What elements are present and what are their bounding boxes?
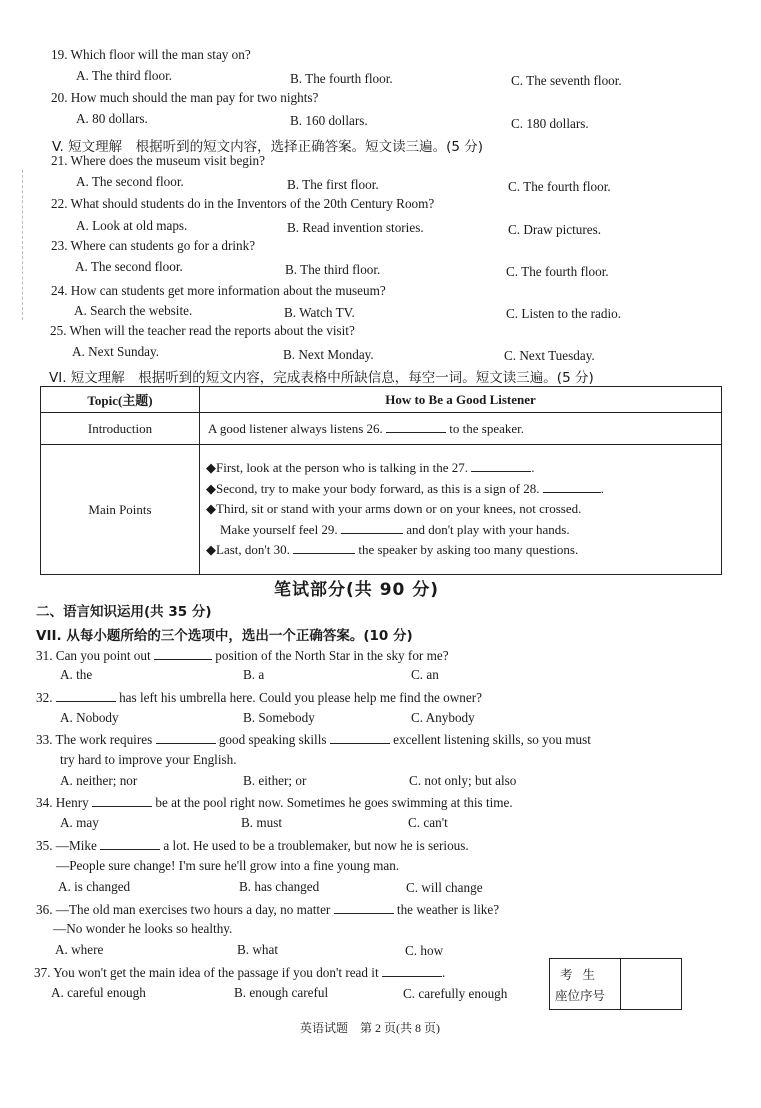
question-36-reply: —No wonder he looks so healthy. [53, 921, 233, 936]
question-36-stem: 36. —The old man exercises two hours a day, no matter the weather is like? [36, 902, 500, 917]
blank-30 [293, 541, 355, 554]
question-37-option-b: B. enough careful [234, 985, 329, 1000]
row-label-main-points: Main Points [41, 445, 200, 575]
question-19-option-a: A. The third floor. [76, 68, 173, 83]
question-36-option-c: C. how [405, 943, 444, 958]
question-22-option-c: C. Draw pictures. [508, 222, 602, 237]
blank-28 [543, 480, 601, 493]
question-23-option-a: A. The second floor. [75, 259, 183, 274]
row-label-introduction: Introduction [41, 413, 200, 445]
question-31-option-b: B. a [243, 667, 265, 682]
question-35-stem: 35. —Mike a lot. He used to be a troublemaker, but now he is serious. [36, 838, 469, 853]
intro-text-start: A good listener always listens 26. [208, 421, 383, 436]
question-36-option-b: B. what [237, 942, 279, 957]
section-6-heading: VI. 短文理解 根据听到的短文内容，完成表格中所缺信息，每空一词。短文读三遍。(5 分) [49, 370, 594, 386]
listener-table [40, 386, 722, 575]
question-21-option-c: C. The fourth floor. [508, 179, 611, 194]
question-35-reply: —People sure change! I'm sure he'll grow into a fine young man. [56, 858, 400, 873]
question-32-option-a: A. Nobody [60, 710, 119, 725]
main-point-4: ◆Last, don't 30. the speaker by asking too many questions. [206, 542, 579, 558]
table-header-title: How to Be a Good Listener [200, 387, 722, 413]
blank-36 [334, 901, 394, 914]
question-23-stem: 23. Where can students go for a drink? [51, 238, 256, 253]
page-footer: 英语试题 第 2 页(共 8 页) [300, 1021, 440, 1035]
question-23-option-b: B. The third floor. [285, 262, 381, 277]
question-20-stem: 20. How much should the man pay for two nights? [51, 90, 319, 105]
question-31-option-c: C. an [411, 667, 439, 682]
question-33-option-a: A. neither; nor [60, 773, 138, 788]
section-5-heading: V. 短文理解 根据听到的短文内容，选择正确答案。短文读三遍。(5 分) [52, 139, 483, 155]
question-36-option-a: A. where [55, 942, 104, 957]
question-33-option-c: C. not only; but also [409, 773, 517, 788]
question-37-stem: 37. You won't get the main idea of the passage if you don't read it . [34, 965, 446, 980]
question-31-option-a: A. the [60, 667, 93, 682]
question-34-option-a: A. may [60, 815, 99, 830]
question-34-option-b: B. must [241, 815, 283, 830]
question-20-option-c: C. 180 dollars. [511, 116, 589, 131]
main-point-3-continued: Make yourself feel 29. and don't play with your hands. [220, 521, 570, 537]
written-part-title: 笔试部分(共 90 分) [274, 580, 440, 600]
blank-29 [341, 521, 403, 534]
main-point-3: ◆Third, sit or stand with your arms down or on your knees, not crossed. [206, 501, 582, 517]
blank-27 [471, 459, 531, 472]
main-point-1: ◆First, look at the person who is talking in the 27. . [206, 460, 535, 476]
question-21-option-b: B. The first floor. [287, 177, 379, 192]
blank-26 [386, 420, 446, 433]
question-32-option-b: B. Somebody [243, 710, 315, 725]
question-33-stem-continued: try hard to improve your English. [60, 752, 237, 767]
question-35-option-c: C. will change [406, 880, 483, 895]
question-22-option-b: B. Read invention stories. [287, 220, 424, 235]
question-24-stem: 24. How can students get more information about the museum? [51, 283, 386, 298]
question-37-option-a: A. careful enough [51, 985, 146, 1000]
main-point-2: ◆Second, try to make your body forward, as this is a sign of 28. . [206, 480, 604, 496]
question-25-option-a: A. Next Sunday. [72, 344, 160, 359]
blank-33b [330, 731, 390, 744]
question-34-option-c: C. can't [408, 815, 448, 830]
seat-box-label-line2: 座位序号 [555, 988, 606, 1003]
question-25-stem: 25. When will the teacher read the reports about the visit? [50, 323, 355, 338]
part-2-heading: 二、语言知识运用(共 35 分) [36, 604, 212, 620]
question-33-option-b: B. either; or [243, 773, 307, 788]
question-33-stem: 33. The work requires good speaking skills excellent listening skills, so you must [36, 732, 591, 747]
blank-31 [154, 647, 212, 660]
question-22-stem: 22. What should students do in the Inventors of the 20th Century Room? [51, 196, 435, 211]
seat-box-divider [620, 959, 621, 1009]
question-19-stem: 19. Which floor will the man stay on? [51, 47, 251, 62]
question-25-option-b: B. Next Monday. [283, 347, 374, 362]
seat-box-label-line1: 考生 [560, 967, 606, 982]
blank-35 [100, 837, 160, 850]
question-19-option-b: B. The fourth floor. [290, 71, 393, 86]
introduction-cell [200, 413, 722, 445]
question-23-option-c: C. The fourth floor. [506, 264, 609, 279]
question-22-option-a: A. Look at old maps. [76, 218, 188, 233]
question-37-option-c: C. carefully enough [403, 986, 508, 1001]
blank-34 [92, 794, 152, 807]
question-34-stem: 34. Henry be at the pool right now. Sometimes he goes swimming at this time. [36, 795, 513, 810]
seat-number-box [549, 958, 682, 1010]
blank-32 [56, 689, 116, 702]
question-24-option-c: C. Listen to the radio. [506, 306, 622, 321]
question-32-stem: 32. has left his umbrella here. Could you please help me find the owner? [36, 690, 482, 705]
binding-margin-line [22, 170, 23, 320]
question-32-option-c: C. Anybody [411, 710, 475, 725]
main-points-cell [200, 445, 722, 575]
question-35-option-b: B. has changed [239, 879, 320, 894]
question-19-option-c: C. The seventh floor. [511, 73, 622, 88]
table-header-topic: Topic(主题) [41, 387, 200, 413]
section-7-heading: VII. 从每小题所给的三个选项中，选出一个正确答案。(10 分) [36, 628, 413, 644]
question-20-option-b: B. 160 dollars. [290, 113, 368, 128]
intro-text-end: to the speaker. [449, 421, 524, 436]
question-25-option-c: C. Next Tuesday. [504, 348, 595, 363]
question-21-stem: 21. Where does the museum visit begin? [51, 153, 266, 168]
question-31-stem: 31. Can you point out position of the North Star in the sky for me? [36, 648, 449, 663]
question-24-option-b: B. Watch TV. [284, 305, 355, 320]
blank-33a [156, 731, 216, 744]
question-21-option-a: A. The second floor. [76, 174, 184, 189]
blank-37 [382, 964, 442, 977]
question-35-option-a: A. is changed [58, 879, 131, 894]
question-20-option-a: A. 80 dollars. [76, 111, 148, 126]
question-24-option-a: A. Search the website. [74, 303, 193, 318]
